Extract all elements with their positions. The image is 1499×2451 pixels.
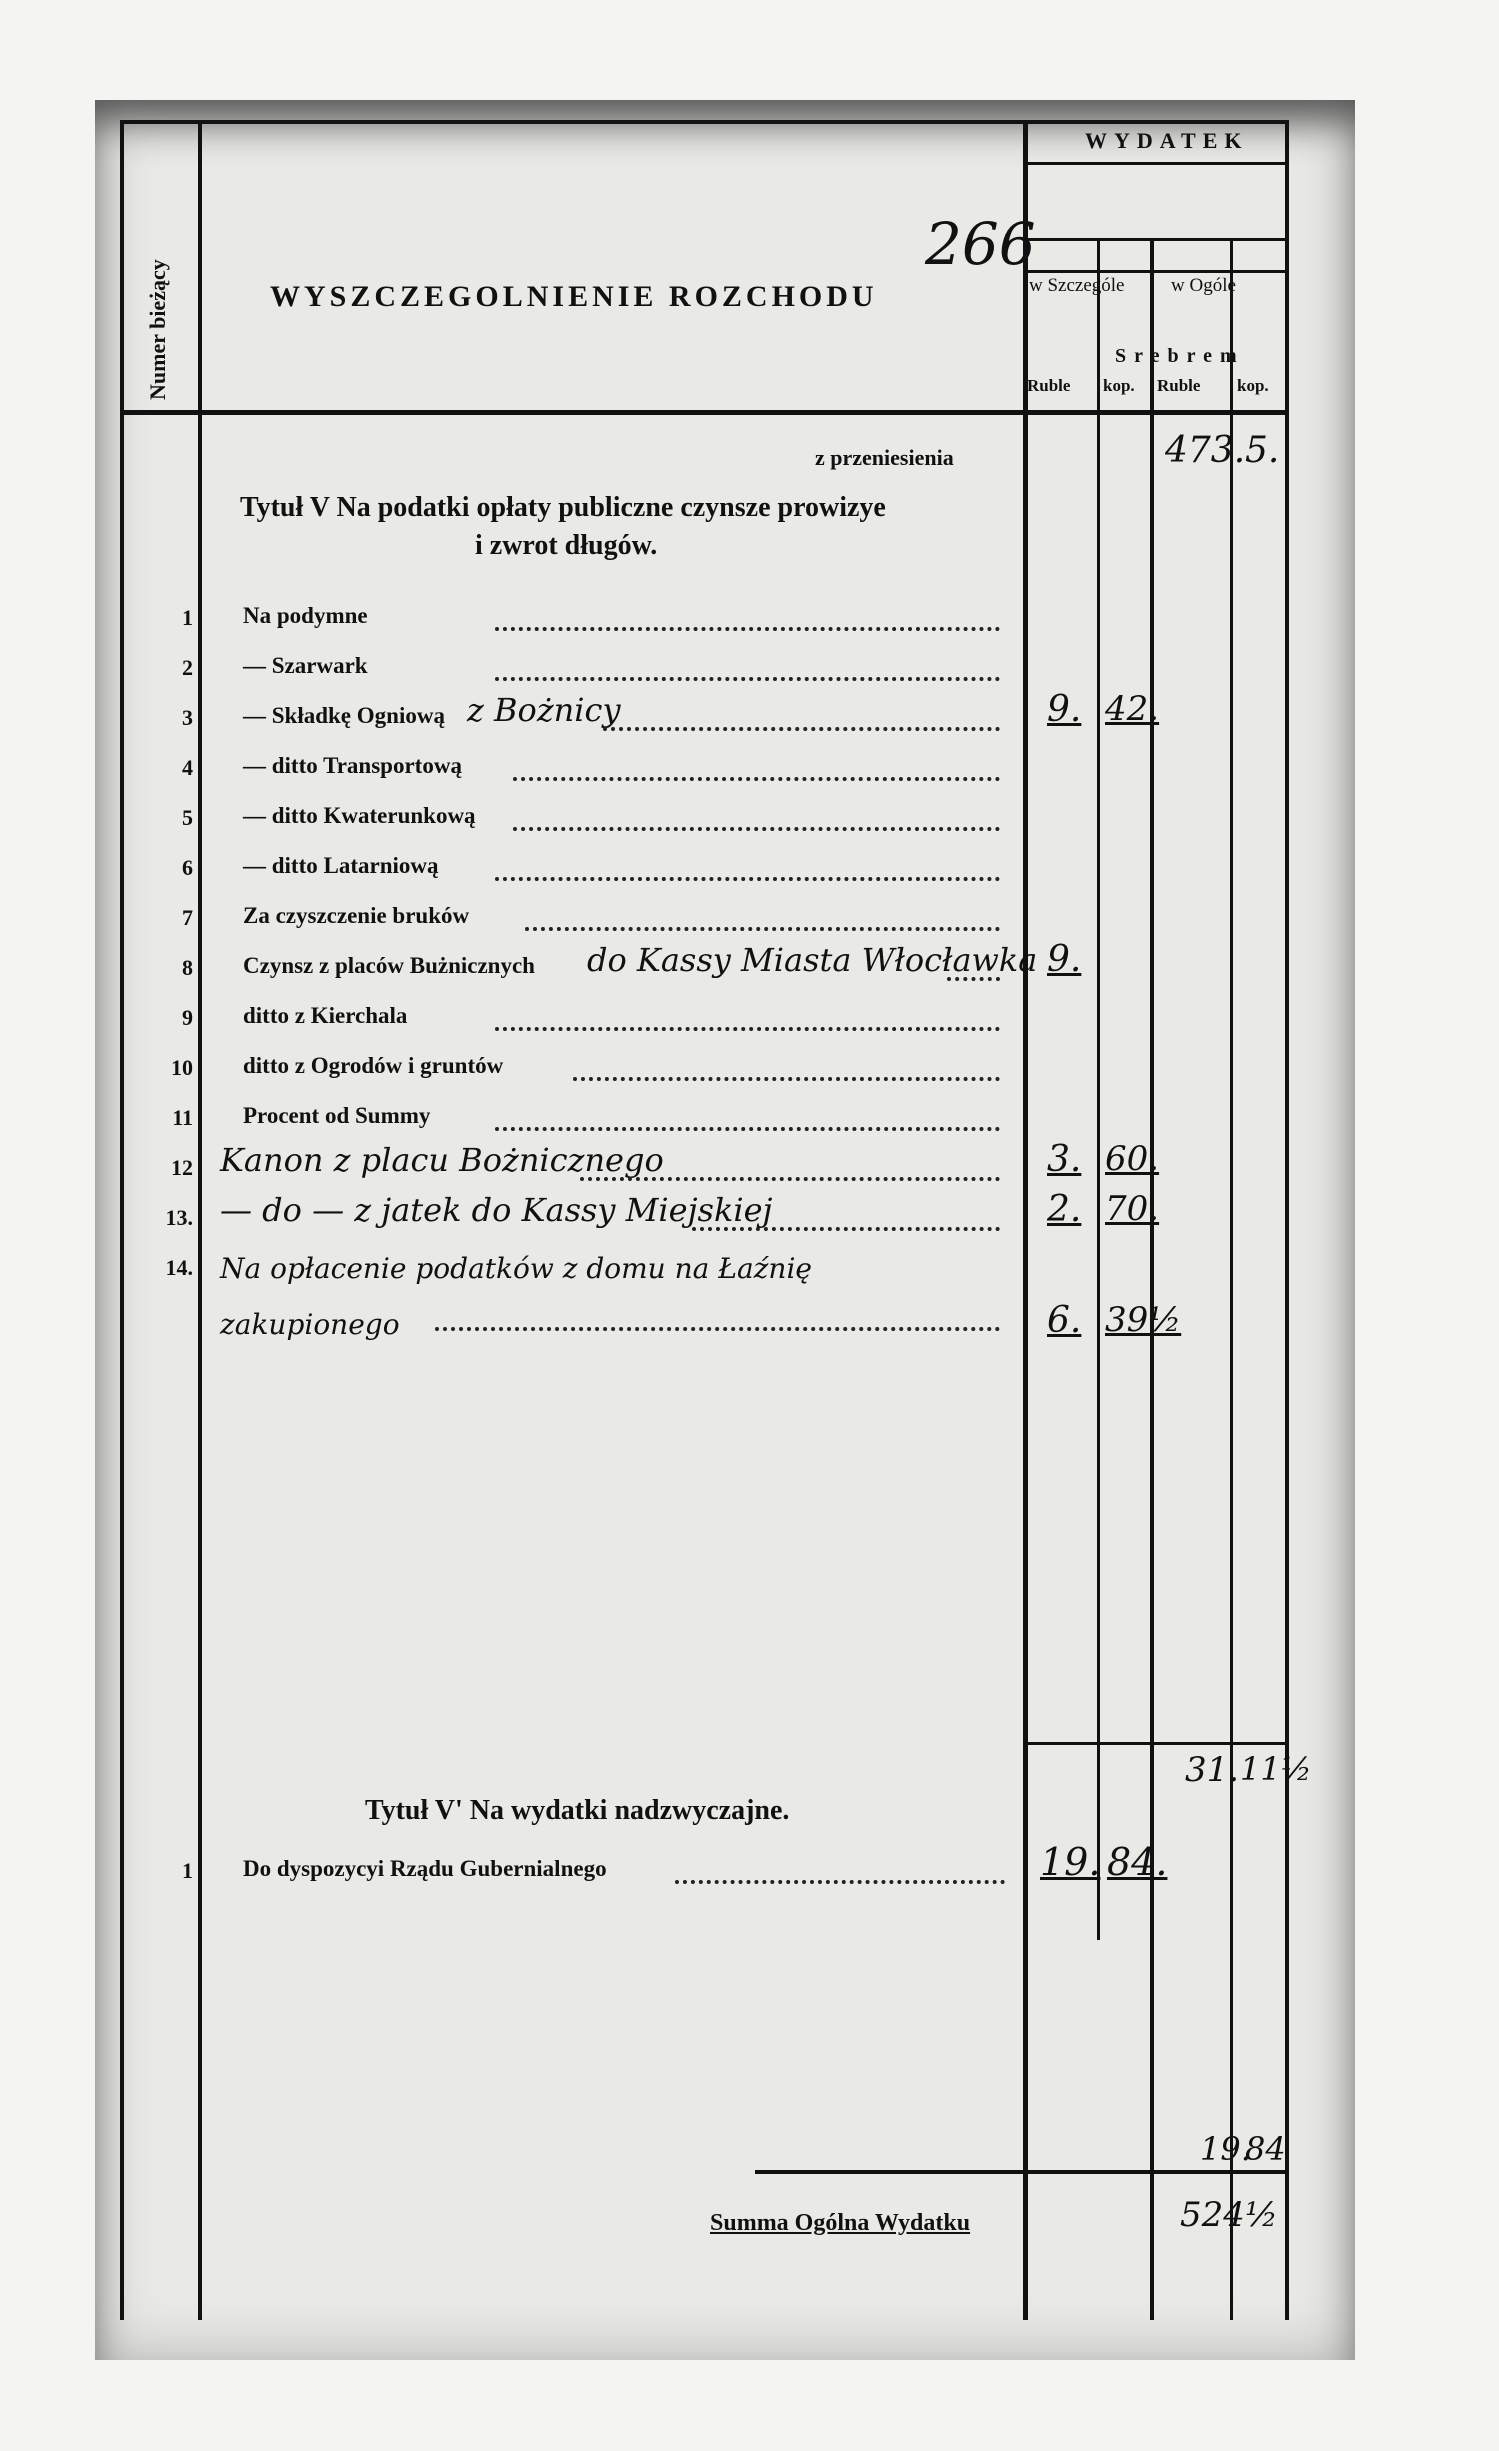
srebrem-bottom-rule: [1023, 270, 1285, 273]
top-rule: [120, 120, 1289, 124]
amount-column-divider: [1023, 120, 1028, 2320]
ruble-header-1: Ruble: [1027, 376, 1071, 395]
number-column-divider: [198, 120, 202, 2320]
row-number: 5: [182, 805, 193, 830]
row-leader-dots: [692, 1227, 1000, 1231]
row-label: Procent od Summy: [243, 1103, 431, 1128]
page-title: WYSZCZEGOLNIENIE ROZCHODU: [270, 280, 878, 313]
right-border: [1285, 120, 1289, 2320]
row-ruble-value: 9.: [1047, 939, 1082, 980]
row-number: 11: [172, 1105, 193, 1130]
row-label: — Szarwark: [243, 653, 368, 678]
row-label: — ditto Kwaterunkową: [243, 803, 476, 828]
row-leader-dots: [513, 827, 1000, 831]
section-v-total-kop: 11½: [1240, 1750, 1312, 1788]
section-total-rule: [1023, 1742, 1285, 1745]
section-vi-row-dots: [675, 1880, 1005, 1884]
kop-header-1: kop.: [1103, 376, 1135, 395]
summary-kop: ½: [1245, 2195, 1278, 2235]
section-vi-row-ruble: 19.: [1040, 1840, 1101, 1884]
row-kop-value: 42.: [1105, 689, 1160, 729]
row-kop-value: 60.: [1105, 1139, 1160, 1179]
page-number: 266: [925, 210, 1036, 278]
kop-header-2: kop.: [1237, 376, 1269, 395]
row-number: 6: [182, 855, 193, 880]
row-ruble-value: 9.: [1047, 689, 1082, 730]
section-v-title-line2: i zwrot długów.: [475, 530, 658, 561]
section-vi-row-kop: 84.: [1107, 1840, 1168, 1884]
carry-over-ruble: 473.: [1165, 430, 1246, 471]
row-number: 1: [182, 605, 193, 630]
wydatek-header: WYDATEK: [1085, 128, 1249, 153]
row-number: 7: [182, 905, 193, 930]
row-leader-dots: [603, 727, 1000, 731]
section-vi-row-label: Do dyspozycyi Rządu Gubernialnego: [243, 1856, 607, 1881]
row-handwritten-note: — do — z jatek do Kassy Miejskiej: [220, 1191, 773, 1229]
summary-label: Summa Ogólna Wydatku: [710, 2210, 971, 2236]
ruble-kop-divider-2: [1230, 240, 1233, 2320]
row-ruble-value: 6.: [1047, 1300, 1082, 1341]
row-label: ditto z Kierchala: [243, 1003, 408, 1028]
row-leader-dots: [495, 1027, 1000, 1031]
column-number-label: Numer bieżący: [145, 259, 170, 400]
ruble-kop-divider-1: [1097, 240, 1100, 1940]
row-leader-dots: [495, 877, 1000, 881]
row-kop-value: 39½: [1105, 1300, 1182, 1340]
section-vi-row-number: 1: [182, 1858, 193, 1883]
row-label: — ditto Transportową: [243, 753, 462, 778]
row-label: ditto z Ogrodów i gruntów: [243, 1053, 504, 1078]
section-vi-total-ruble: 19.: [1200, 2130, 1251, 2168]
row-number: 12: [171, 1155, 193, 1180]
header-bottom-rule: [120, 410, 1289, 415]
row-handwritten-note: z Bożnicy: [467, 691, 621, 729]
row-handwritten-note: Kanon z placu Bożnicznego: [220, 1141, 664, 1179]
grand-total-rule: [755, 2170, 1285, 2174]
ruble-header-2: Ruble: [1157, 376, 1201, 395]
section-v-total-ruble: 31.: [1185, 1750, 1240, 1790]
row-leader-dots: [435, 1327, 1000, 1331]
row-leader-dots: [495, 677, 1000, 681]
row-number: 2: [182, 655, 193, 680]
w-ogole-header: w Ogóle: [1171, 275, 1236, 296]
section-vi-title: Tytuł V' Na wydatki nadzwyczajne.: [365, 1795, 790, 1826]
row-kop-value: 70.: [1105, 1189, 1160, 1229]
carry-over-kop: 5.: [1245, 430, 1280, 471]
row-number: 14.: [165, 1255, 193, 1280]
row-handwritten-note: Na opłacenie podatków z domu na Łaźnię zakupionego: [220, 1252, 812, 1341]
row-leader-dots: [513, 777, 1000, 781]
section-v-title: Tytuł V Na podatki opłaty publiczne czynsze prowizye: [240, 492, 886, 523]
left-border: [120, 120, 124, 2320]
row-leader-dots: [495, 1127, 1000, 1131]
row-label: Czynsz z placów Bużnicznych: [243, 953, 535, 978]
row-label: Za czyszczenie bruków: [243, 903, 470, 928]
row-ruble-value: 2.: [1047, 1189, 1082, 1230]
carry-over-label: z przeniesienia: [815, 445, 954, 470]
row-leader-dots: [525, 927, 1000, 931]
document-page: [95, 100, 1355, 2360]
row-number: 13.: [165, 1205, 193, 1230]
row-number: 3: [182, 705, 193, 730]
wydatek-rule: [1023, 162, 1285, 165]
row-label: Na podymne: [243, 603, 368, 628]
row-label: — ditto Latarniową: [243, 853, 439, 878]
row-leader-dots: [495, 627, 1000, 631]
summary-ruble: 524: [1180, 2195, 1245, 2235]
row-number: 4: [182, 755, 193, 780]
szczegole-divider: [1150, 240, 1154, 2320]
row-label: — Składkę Ogniową: [243, 703, 445, 728]
row-handwritten-note: do Kassy Miasta Włocławka: [587, 941, 1038, 979]
row-number: 10: [171, 1055, 193, 1080]
row-number: 9: [182, 1005, 193, 1030]
row-ruble-value: 3.: [1047, 1139, 1082, 1180]
row-leader-dots: [573, 1077, 1000, 1081]
srebrem-top-rule: [1023, 238, 1285, 241]
row-leader-dots: [580, 1177, 1000, 1181]
w-szczegole-header: w Szczególe: [1029, 275, 1125, 296]
row-number: 8: [182, 955, 193, 980]
section-vi-total-kop: 84: [1245, 2130, 1286, 2168]
srebrem-header: Srebrem: [1115, 345, 1245, 367]
row-leader-dots: [947, 977, 1000, 981]
